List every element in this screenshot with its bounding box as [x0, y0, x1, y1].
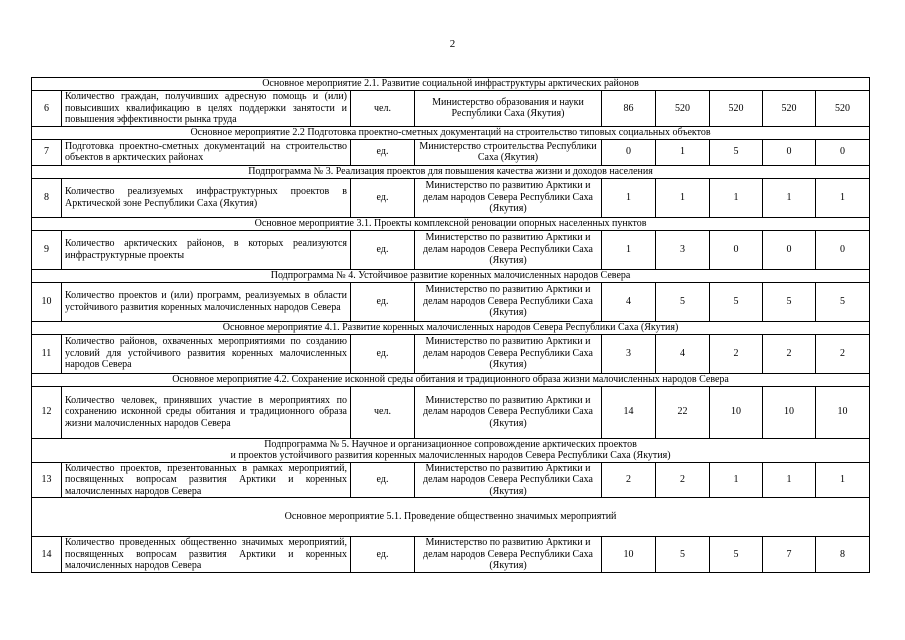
row-number: 14: [32, 537, 62, 573]
section-header-text: Основное мероприятие 4.2. Сохранение исконной среды обитания и традиционного образа жизни малочисленных народов Севера: [172, 373, 729, 385]
section-header-row: [32, 165, 870, 178]
value-cell: 5: [710, 537, 763, 573]
unit-of-measure: чел.: [351, 386, 415, 438]
table-row: [32, 334, 870, 373]
section-header-row: [32, 78, 870, 91]
value-cell: 2: [602, 462, 656, 498]
value-cell: 1: [656, 178, 710, 217]
section-header: [32, 498, 870, 537]
section-header-text: Подпрограмма № 3. Реализация проектов для повышения качества жизни и доходов населения: [248, 165, 653, 177]
value-cell: 10: [816, 386, 870, 438]
value-cell: 0: [602, 139, 656, 165]
table-row: [32, 462, 870, 498]
value-cell: 0: [763, 139, 816, 165]
value-cell: 520: [656, 91, 710, 127]
unit-of-measure: чел.: [351, 91, 415, 127]
value-cell: 86: [602, 91, 656, 127]
value-cell: 520: [710, 91, 763, 127]
value-cell: 22: [656, 386, 710, 438]
row-number: 10: [32, 282, 62, 321]
row-number: 8: [32, 178, 62, 217]
section-header-text: Основное мероприятие 5.1. Проведение общественно значимых мероприятий: [284, 511, 617, 523]
value-cell: 1: [710, 178, 763, 217]
row-number: 12: [32, 386, 62, 438]
row-number: 9: [32, 230, 62, 269]
value-cell: 1: [602, 178, 656, 217]
value-cell: 3: [656, 230, 710, 269]
table-row: [32, 139, 870, 165]
value-cell: 1: [816, 178, 870, 217]
indicator-name: Количество проектов, презентованных в рамках мероприятий, посвященных вопросам развития Арктики и коренных малочисленных народов Севера: [62, 462, 351, 498]
value-cell: 5: [656, 282, 710, 321]
unit-of-measure: ед.: [351, 537, 415, 573]
value-cell: 4: [602, 282, 656, 321]
value-cell: 1: [656, 139, 710, 165]
row-number: 13: [32, 462, 62, 498]
value-cell: 10: [710, 386, 763, 438]
section-header-row: [32, 217, 870, 230]
page-number: 2: [449, 38, 456, 50]
value-cell: 4: [656, 334, 710, 373]
section-header-text: Основное мероприятие 2.2 Подготовка проектно-сметных документаций на строительство типовых социальных объектов: [190, 126, 711, 138]
responsible-executor: Министерство по развитию Арктики и делам народов Севера Республики Саха (Якутия): [415, 334, 602, 373]
value-cell: 0: [710, 230, 763, 269]
unit-of-measure: ед.: [351, 334, 415, 373]
section-header: [32, 321, 870, 334]
section-header-row: [32, 321, 870, 334]
unit-of-measure: ед.: [351, 282, 415, 321]
indicator-name: Количество проведенных общественно значимых мероприятий, посвященных вопросам развития Арктики и коренных малочисленных народов Севера: [62, 537, 351, 573]
unit-of-measure: ед.: [351, 462, 415, 498]
table-row: [32, 537, 870, 573]
responsible-executor: Министерство по развитию Арктики и делам народов Севера Республики Саха (Якутия): [415, 282, 602, 321]
section-header-text: Подпрограмма № 4. Устойчивое развитие коренных малочисленных народов Севера: [270, 269, 631, 281]
value-cell: 14: [602, 386, 656, 438]
value-cell: 2: [763, 334, 816, 373]
value-cell: 5: [710, 139, 763, 165]
indicator-name: Количество арктических районов, в которых реализуются инфраструктурные проекты: [62, 230, 351, 269]
section-header-text: Основное мероприятие 2.1. Развитие социальной инфраструктуры арктических районов: [262, 78, 639, 90]
section-header: [32, 373, 870, 386]
responsible-executor: Министерство строительства Республики Саха (Якутия): [415, 139, 602, 165]
value-cell: 1: [763, 178, 816, 217]
value-cell: 5: [656, 537, 710, 573]
section-header: [32, 165, 870, 178]
value-cell: 7: [763, 537, 816, 573]
table-body: [32, 78, 870, 573]
responsible-executor: Министерство по развитию Арктики и делам народов Севера Республики Саха (Якутия): [415, 386, 602, 438]
section-header: [32, 438, 870, 462]
unit-of-measure: ед.: [351, 178, 415, 217]
value-cell: 10: [763, 386, 816, 438]
value-cell: 0: [816, 139, 870, 165]
value-cell: 5: [816, 282, 870, 321]
value-cell: 5: [710, 282, 763, 321]
value-cell: 10: [602, 537, 656, 573]
value-cell: 5: [763, 282, 816, 321]
value-cell: 8: [816, 537, 870, 573]
indicator-name: Количество граждан, получивших адресную помощь и (или) повысивших квалификацию в целях поддержки занятости и повышения эффективности рынка труда: [62, 91, 351, 127]
section-header-row: [32, 498, 870, 537]
indicator-name: Количество районов, охваченных мероприятиями по созданию условий для устойчивого развития коренных малочисленных народов Севера: [62, 334, 351, 373]
indicator-name: Количество человек, принявших участие в мероприятиях по сохранению исконной среды обитания и традиционного образа жизни малочисленных народов Севера: [62, 386, 351, 438]
indicators-table: [31, 77, 870, 573]
row-number: 7: [32, 139, 62, 165]
section-header: [32, 78, 870, 91]
value-cell: 0: [816, 230, 870, 269]
table-row: [32, 282, 870, 321]
section-header-text: Основное мероприятие 3.1. Проекты комплексной реновации опорных населенных пунктов: [254, 217, 647, 229]
section-header-row: [32, 438, 870, 462]
responsible-executor: Министерство по развитию Арктики и делам народов Севера Республики Саха (Якутия): [415, 537, 602, 573]
responsible-executor: Министерство образования и науки Республики Саха (Якутия): [415, 91, 602, 127]
value-cell: 2: [656, 462, 710, 498]
indicator-name: Количество реализуемых инфраструктурных проектов в Арктической зоне Республики Саха (Якутия): [62, 178, 351, 217]
value-cell: 2: [816, 334, 870, 373]
value-cell: 520: [816, 91, 870, 127]
table-row: [32, 230, 870, 269]
section-header: [32, 269, 870, 282]
section-header-row: [32, 269, 870, 282]
unit-of-measure: ед.: [351, 230, 415, 269]
value-cell: 1: [710, 462, 763, 498]
value-cell: 520: [763, 91, 816, 127]
value-cell: 1: [763, 462, 816, 498]
value-cell: 1: [816, 462, 870, 498]
section-header: [32, 126, 870, 139]
row-number: 11: [32, 334, 62, 373]
section-header-row: [32, 126, 870, 139]
value-cell: 3: [602, 334, 656, 373]
section-header-row: [32, 373, 870, 386]
row-number: 6: [32, 91, 62, 127]
value-cell: 0: [763, 230, 816, 269]
table-row: [32, 386, 870, 438]
responsible-executor: Министерство по развитию Арктики и делам народов Севера Республики Саха (Якутия): [415, 230, 602, 269]
responsible-executor: Министерство по развитию Арктики и делам народов Севера Республики Саха (Якутия): [415, 462, 602, 498]
section-header-text-line2: и проектов устойчивого развития коренных малочисленных народов Севера Республики Саха (Якутия): [230, 450, 671, 461]
value-cell: 2: [710, 334, 763, 373]
unit-of-measure: ед.: [351, 139, 415, 165]
indicator-name: Количество проектов и (или) программ, реализуемых в области устойчивого развития коренных малочисленных народов Севера: [62, 282, 351, 321]
indicator-name: Подготовка проектно-сметных документаций на строительство объектов в арктических районах: [62, 139, 351, 165]
table-row: [32, 178, 870, 217]
section-header: [32, 217, 870, 230]
value-cell: 1: [602, 230, 656, 269]
section-header-text: Основное мероприятие 4.1. Развитие коренных малочисленных народов Севера Республики Саха (Якутия): [222, 321, 679, 333]
responsible-executor: Министерство по развитию Арктики и делам народов Севера Республики Саха (Якутия): [415, 178, 602, 217]
section-header-text: Подпрограмма № 5. Научное и организационное сопровождение арктических проектов: [264, 438, 637, 450]
table-row: [32, 91, 870, 127]
